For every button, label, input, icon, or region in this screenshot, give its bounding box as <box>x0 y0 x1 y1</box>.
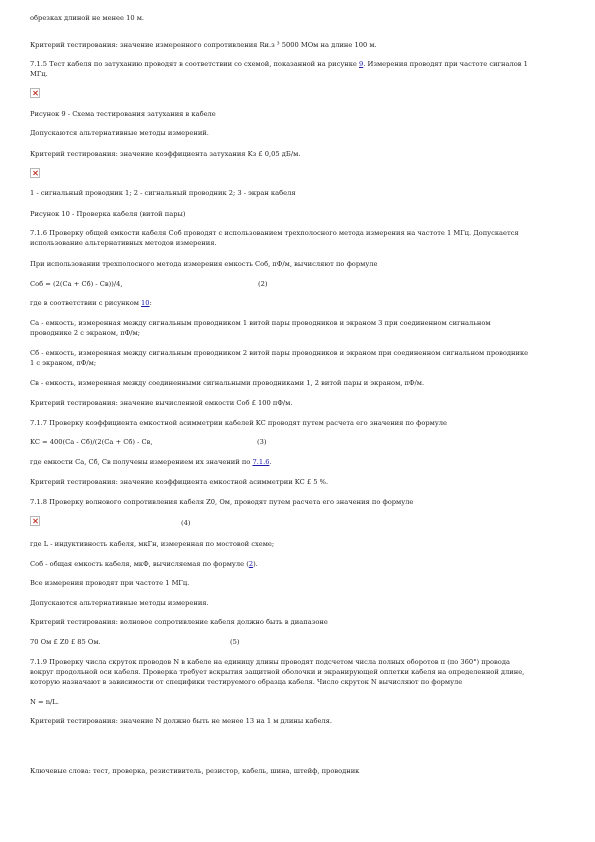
capacitance-criterion: Критерий тестирования: значение вычисленной емкости Соб £ 100 пФ/м. <box>30 399 293 407</box>
formula-4-number: (4) <box>181 519 191 527</box>
inductance-definition: где L - индуктивность кабеля, мкГн, измеренная по мостовой схеме; <box>30 540 275 548</box>
formula-3-number: (3) <box>257 438 267 446</box>
impedance-criterion: Критерий тестирования: волновое сопротивление кабеля должно быть в диапазоне <box>30 618 328 626</box>
asymmetry-criterion: Критерий тестирования: значение коэффициента емкостной асимметрии KC £ 5 %. <box>30 478 329 486</box>
twist-criterion: Критерий тестирования: значение N должно быть не менее 13 на 1 м длины кабеля. <box>30 717 333 725</box>
figure-9-caption: Рисунок 9 - Схема тестирования затухания в кабеле <box>30 110 216 118</box>
paragraph-715-text-after: . Измерения проводят при частоте сигналов 1 <box>363 60 528 68</box>
formula-6: N = n/L. <box>30 698 59 706</box>
formula-2: Соб = (2(Са + Сб) - Св))/4, <box>30 280 123 288</box>
attenuation-criterion: Критерий тестирования: значение коэффициента затухания Kз £ 0,05 дБ/м. <box>30 150 301 158</box>
paragraph-719-cont: вокруг продольной оси кабеля. Проверка требует вскрытия защитной оболочки и экранирующей оплетки кабеля на определенной длине, <box>30 668 525 676</box>
section-716-link[interactable]: 7.1.6 <box>252 458 270 466</box>
where-clause-716-text-after: . <box>269 458 272 466</box>
ca-definition: Са - емкость, измеренная между сигнальным проводником 1 витой пары проводников и экраном 3 при соединенном сигнальном <box>30 319 491 327</box>
cb-definition: Сб - емкость, измеренная между сигнальным проводником 2 витой пары проводников и экраном при соединенном сигнальном проводнике <box>30 349 529 357</box>
cb-definition-cont: 1 с экраном, пФ/м; <box>30 359 97 367</box>
paragraph-719: 7.1.9 Проверку числа скруток проводов N в кабеле на единицу длины проводят подсчетом числа полных оборотов п (по 360°) провода <box>30 658 510 666</box>
paragraph-715-cont: МГц. <box>30 70 48 78</box>
cob-reference-text-after: ). <box>253 560 258 568</box>
formula-5-number: (5) <box>230 638 240 646</box>
paragraph-715-text: 7.1.5 Тест кабеля по затуханию проводят в соответствии со схемой, показанной на рисунке <box>30 60 359 68</box>
broken-image-icon <box>30 516 40 526</box>
paragraph-716-cont: использование альтернативных методов измерения. <box>30 239 217 247</box>
alt-methods-note-2: Допускаются альтернативные методы измерения. <box>30 599 209 607</box>
figure-legend: 1 - сигнальный проводник 1; 2 - сигнальный проводник 2; 3 - экран кабеля <box>30 189 296 197</box>
resistance-criterion: Критерий тестирования: значение измеренного сопротивления Rи.з ³ 5000 МОм на длине 100 м. <box>30 41 377 49</box>
where-clause-text: где в соответствии с рисунком <box>30 299 142 307</box>
paragraph-719-cont-2: которую назначают в зависимости от специфики тестируемого образца кабеля. Число скруток N вычисляют по формуле <box>30 678 463 686</box>
figure-10-link[interactable]: 10 <box>141 299 150 307</box>
paragraph-717: 7.1.7 Проверку коэффициента емкостной асимметрии кабелей KC проводят путем расчета его значения по формуле <box>30 419 447 427</box>
measurement-frequency: Все измерения проводят при частоте 1 МГц. <box>30 579 190 587</box>
formula-5: 70 Ом £ Z0 £ 85 Ом. <box>30 638 101 646</box>
keywords: Ключевые слова: тест, проверка, резистивитель, резистор, кабель, шина, штейф, проводник <box>30 767 360 775</box>
ca-definition-cont: проводнике 2 с экраном, пФ/м; <box>30 329 140 337</box>
paragraph-text: обрезках длиной не менее 10 м. <box>30 14 145 22</box>
paragraph-716: 7.1.6 Проверку общей емкости кабеля Соб проводят с использованием трехполосного метода измерения на частоте 1 МГц. Допускается <box>30 229 519 237</box>
alt-methods-note: Допускаются альтернативные методы измерений. <box>30 129 209 137</box>
formula-3: KC = 400(Са - Сб)/(2(Са + Сб) - Св, <box>30 438 153 446</box>
paragraph-718: 7.1.8 Проверку волнового сопротивления кабеля Z0, Ом, проводят путем расчета его значения по формуле <box>30 498 414 506</box>
cv-definition: Св - емкость, измеренная между соединенными сигнальными проводниками 1, 2 витой пары и экраном, пФ/м. <box>30 379 425 387</box>
where-clause-716-text: где емкости Са, Сб, Св получены измерением их значений по <box>30 458 253 466</box>
formula-2-number: (2) <box>258 280 268 288</box>
figure-10-caption: Рисунок 10 - Проверка кабеля (витой пары) <box>30 210 186 218</box>
broken-image-icon <box>30 168 40 178</box>
figure-9-link[interactable]: 9 <box>358 60 364 68</box>
cob-reference-text: Соб - общая емкость кабеля, мкФ, вычисляемая по формуле ( <box>30 560 249 568</box>
cob-reference <box>30 559 570 569</box>
where-clause-716 <box>30 457 570 467</box>
formula-2-link[interactable]: 2 <box>248 560 254 568</box>
where-clause-text-after: : <box>149 299 152 307</box>
paragraph-715 <box>30 59 570 69</box>
where-clause <box>30 298 570 308</box>
broken-image-icon <box>30 88 40 98</box>
paragraph-716-formula-intro: При использовании трехполосного метода измерения емкость Соб, пФ/м, вычисляют по формуле <box>30 260 378 268</box>
